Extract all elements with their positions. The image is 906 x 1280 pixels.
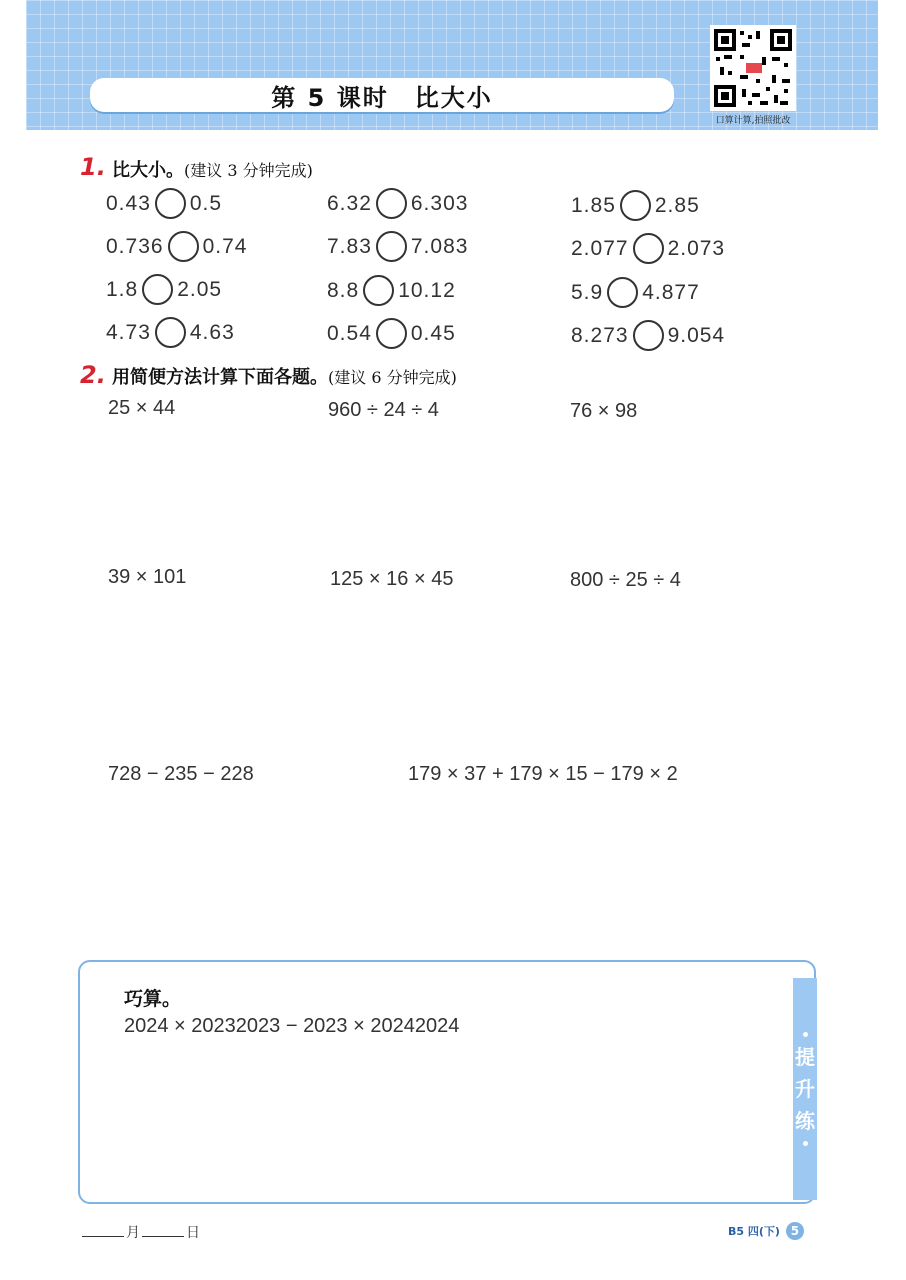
compare-item [327, 318, 456, 349]
compare-circle[interactable] [376, 231, 407, 262]
compare-right: 4.877 [642, 280, 700, 304]
day-label: 日 [186, 1225, 200, 1241]
compare-item [327, 188, 468, 219]
date-field [80, 1222, 200, 1242]
calc-expression: 960 ÷ 24 ÷ 4 [328, 399, 439, 421]
compare-circle[interactable] [155, 188, 186, 219]
compare-circle[interactable] [376, 188, 407, 219]
compare-left: 8.273 [571, 323, 629, 347]
compare-left: 1.85 [571, 193, 616, 217]
compare-item [106, 188, 222, 219]
compare-left: 6.32 [327, 191, 372, 215]
month-blank[interactable] [82, 1236, 124, 1237]
compare-circle[interactable] [142, 274, 173, 305]
q1-title [112, 156, 313, 182]
side-tab-char: 练 [795, 1109, 815, 1133]
q1-title-text: 比大小。 [112, 160, 184, 181]
compare-circle[interactable] [633, 320, 664, 351]
lesson-title-bar [90, 78, 674, 112]
compare-item [571, 320, 725, 351]
compare-item [106, 274, 222, 305]
challenge-expression: 2024 × 20232023 − 2023 × 20242024 [124, 1015, 460, 1037]
compare-left: 2.077 [571, 236, 629, 260]
compare-left: 7.83 [327, 234, 372, 258]
compare-left: 0.736 [106, 234, 164, 258]
compare-left: 4.73 [106, 320, 151, 344]
compare-circle[interactable] [607, 277, 638, 308]
compare-right: 0.45 [410, 321, 456, 345]
compare-left: 5.9 [571, 280, 604, 304]
side-tab-char: 提 [795, 1045, 815, 1069]
compare-item [571, 190, 700, 221]
compare-circle[interactable] [620, 190, 651, 221]
compare-circle[interactable] [168, 231, 199, 262]
compare-right: 0.5 [189, 191, 223, 215]
page-number: 5 [786, 1222, 804, 1240]
compare-right: 4.63 [189, 320, 235, 344]
calc-expression: 39 × 101 [108, 566, 187, 588]
side-tab [793, 978, 817, 1200]
compare-right: 10.12 [398, 278, 456, 302]
lesson-title: 第 5 课时 比大小 [271, 83, 493, 112]
book-label: B5 四(下) [728, 1225, 780, 1238]
page-footer [728, 1222, 804, 1240]
compare-item [571, 277, 700, 308]
compare-right: 6.303 [410, 191, 469, 215]
q2-number: 2. [80, 361, 106, 389]
qr-code-icon[interactable] [710, 25, 796, 111]
calc-expression: 25 × 44 [108, 397, 176, 419]
compare-left: 8.8 [327, 278, 360, 302]
calc-expression: 179 × 37 + 179 × 15 − 179 × 2 [408, 763, 678, 785]
challenge-box [78, 960, 816, 1204]
compare-circle[interactable] [633, 233, 664, 264]
compare-right: 7.083 [410, 234, 469, 258]
compare-item [327, 275, 456, 306]
compare-item [571, 233, 725, 264]
compare-right: 9.054 [667, 323, 726, 347]
dot-icon [803, 1032, 808, 1037]
compare-item [106, 317, 235, 348]
compare-right: 2.85 [654, 193, 700, 217]
q2-title-text: 用简便方法计算下面各题。 [112, 367, 328, 388]
month-label: 月 [126, 1225, 140, 1241]
calc-expression: 76 × 98 [570, 400, 638, 422]
compare-right: 2.05 [177, 277, 223, 301]
compare-left: 1.8 [106, 277, 139, 301]
compare-right: 0.74 [202, 234, 248, 258]
side-tab-char: 升 [795, 1077, 815, 1101]
q1-number: 1. [80, 153, 106, 181]
calc-expression: 125 × 16 × 45 [330, 568, 454, 590]
calc-expression: 800 ÷ 25 ÷ 4 [570, 569, 681, 591]
compare-circle[interactable] [363, 275, 394, 306]
compare-right: 2.073 [667, 236, 726, 260]
compare-item [327, 231, 468, 262]
compare-left: 0.54 [327, 321, 372, 345]
challenge-title: 巧算。 [124, 988, 182, 1010]
q2-hint: (建议 6 分钟完成) [328, 368, 457, 387]
compare-left: 0.43 [106, 191, 151, 215]
dot-icon [803, 1141, 808, 1146]
q2-title [112, 363, 457, 389]
compare-circle[interactable] [155, 317, 186, 348]
compare-circle[interactable] [376, 318, 407, 349]
qr-caption: 口算计算,拍照批改 [715, 116, 791, 126]
day-blank[interactable] [142, 1236, 184, 1237]
q1-hint: (建议 3 分钟完成) [184, 161, 313, 180]
calc-expression: 728 − 235 − 228 [108, 763, 254, 785]
compare-item [106, 231, 247, 262]
